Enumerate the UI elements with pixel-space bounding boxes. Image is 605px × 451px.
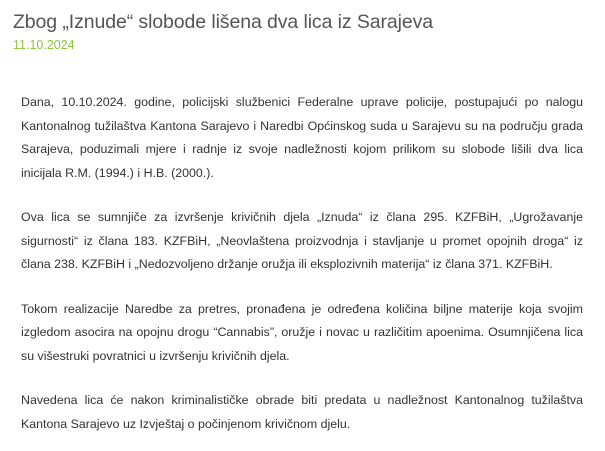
article-date: 11.10.2024 bbox=[13, 38, 75, 52]
article-title: Zbog „Iznude“ slobode lišena dva lica iz Sarajeva bbox=[13, 11, 434, 33]
article-paragraph: Dana, 10.10.2024. godine, policijski službenici Federalne uprave policije, postupajući po nalogu Kantonalnog tužilaštva Kantona Sarajevo i Naredbi Općinskog suda u Sarajevu su na području grada Sarajeva, poduzimali mjere i radnje iz svoje nadležnosti kojom prilikom su slobode lišili dva lica inicijala R.M. (1994.) i H.B. (2000.). bbox=[21, 95, 583, 180]
article-paragraph: Navedena lica će nakon kriminalističke obrade biti predata u nadležnost Kantonalnog tužilaštva Kantona Sarajevo uz Izvještaj o počinjenom krivičnom djelu. bbox=[21, 393, 583, 431]
article-paragraph: Tokom realizacije Naredbe za pretres, pronađena je određena količina biljne materije koja svojim izgledom asocira na opojnu drogu “Cannabis”, oružje i novac u različitim apoenima. Osumnjičena lica su višestruki povratnici u izvršenju krivičnih djela. bbox=[21, 301, 583, 363]
article-body bbox=[21, 91, 583, 451]
article-paragraph: Ova lica se sumnjiče za izvršenje krivičnih djela „Iznuda“ iz člana 295. KZFBiH, „Ugrožavanje sigurnosti“ iz člana 183. KZFBiH, „Neovlaštena proizvodnja i stavljanje u promet opojnih droga“ iz člana 238. KZFBiH i „Nedozvoljeno držanje oružja ili eksplozivnih materija“ iz člana 371. KZFBiH. bbox=[21, 210, 583, 271]
